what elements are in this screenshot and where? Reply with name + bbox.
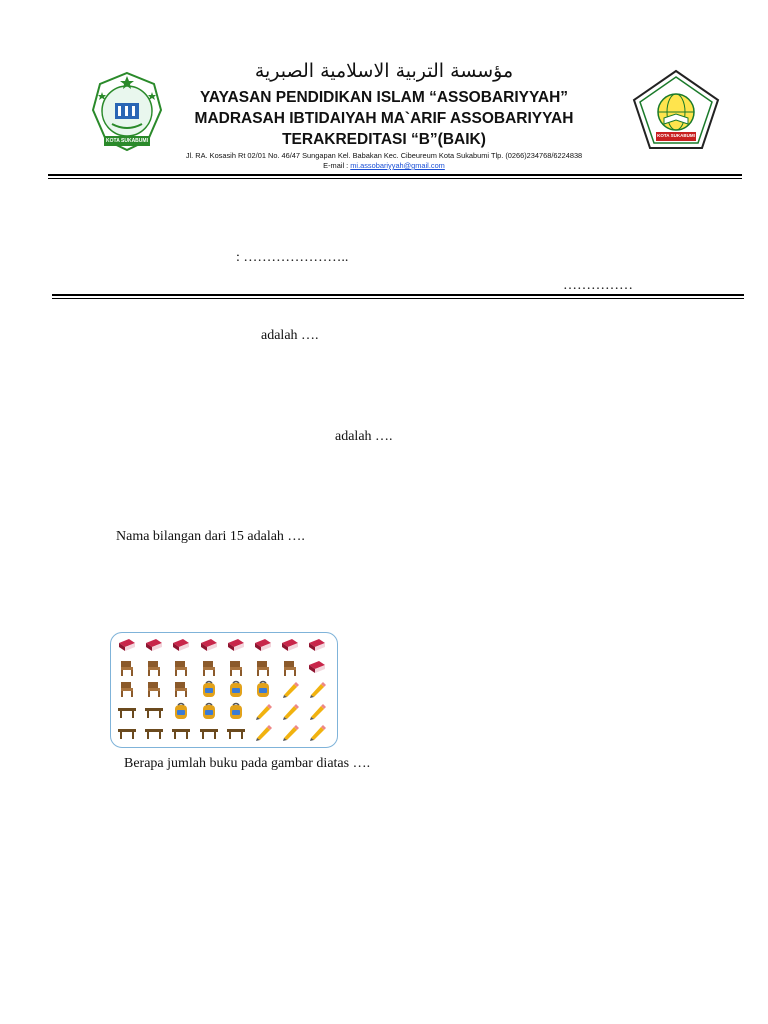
chair-icon [171,659,193,679]
book-icon [117,637,139,657]
chair-icon [226,659,248,679]
arabic-title: مؤسسة التربية الاسلامية الصبرية [254,60,514,82]
book-icon [226,637,248,657]
bag-icon [253,680,275,700]
pencil-icon [280,702,302,722]
form-rule-bottom [52,298,744,299]
chair-icon [144,680,166,700]
pencil-icon [307,723,329,743]
question-4: Berapa jumlah buku pada gambar diatas …. [124,756,371,771]
pencil-icon [307,702,329,722]
left-logo-text: KOTA SUKABUMI [106,138,148,144]
email-label: E-mail : [323,161,351,170]
bag-icon [171,702,193,722]
bag-icon [199,702,221,722]
table-icon [199,723,221,743]
chair-icon [117,659,139,679]
chair-icon [253,659,275,679]
book-icon [199,637,221,657]
chair-icon [199,659,221,679]
question-2: adalah …. [335,429,393,444]
table-icon [226,723,248,743]
table-icon [117,723,139,743]
header-line-2: MADRASAH IBTIDAIYAH MA`ARIF ASSOBARIYYAH [194,110,574,127]
chair-icon [144,659,166,679]
chair-icon [171,680,193,700]
form-field-2: …………… [563,278,633,293]
bag-icon [226,680,248,700]
header-line-1: YAYASAN PENDIDIKAN ISLAM “ASSOBARIYYAH” [199,89,569,106]
bag-icon [199,680,221,700]
bag-icon [226,702,248,722]
book-icon [144,637,166,657]
table-icon [117,702,139,722]
counting-picture [110,632,338,748]
book-icon [171,637,193,657]
pencil-icon [280,680,302,700]
address: Jl. RA. Kosasih Rt 02/01 No. 46/47 Sungapan Kel. Babakan Kec. Cibeureum Kota Sukabumi Tlp. (0266)234768/6224838 [185,151,583,160]
book-icon [307,637,329,657]
header-rule-bottom [48,178,742,179]
header-line-3: TERAKREDITASI “B”(BAIK) [282,131,486,148]
header-rule-top [48,174,742,176]
pencil-icon [253,723,275,743]
question-3: Nama bilangan dari 15 adalah …. [116,529,305,544]
chair-icon [117,680,139,700]
question-1: adalah …. [261,328,319,343]
right-logo-text: KOTA SUKABUMI [657,133,695,138]
book-icon [280,637,302,657]
pencil-icon [280,723,302,743]
table-icon [171,723,193,743]
email-line [0,161,768,170]
table-icon [144,702,166,722]
form-field-1: : ………………….. [236,250,349,265]
book-icon [253,637,275,657]
book-icon [307,659,329,679]
table-icon [144,723,166,743]
email-link[interactable]: mi.assobariyyah@gmail.com [350,161,445,170]
form-rule-top [52,294,744,296]
chair-icon [280,659,302,679]
pencil-icon [307,680,329,700]
pencil-icon [253,702,275,722]
